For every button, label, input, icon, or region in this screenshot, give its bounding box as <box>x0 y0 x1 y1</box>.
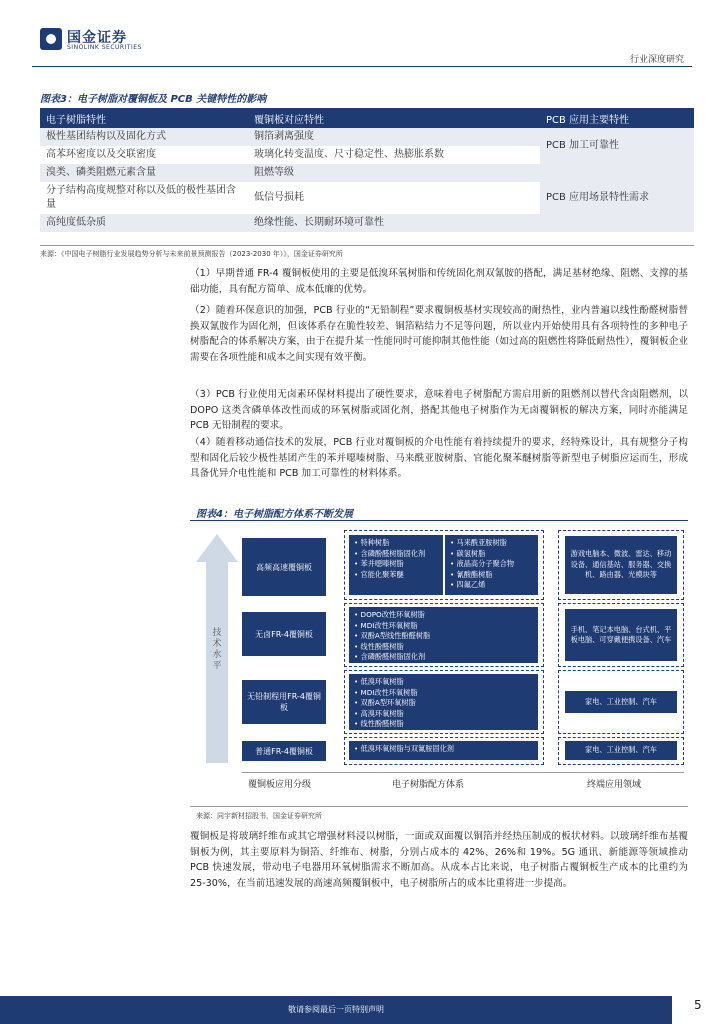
figure3-source: 来源：《中国电子树脂行业发展趋势分析与未来前景预测报告（2023-2030 年）》，国金证券研究所 <box>40 250 343 258</box>
figure3-caption: 图表3：电子树脂对覆铜板及 PCB 关键特性的影响 <box>40 94 267 105</box>
resin-item: • 碳氢树脂 <box>450 549 533 560</box>
paragraph-1: （1）早期普通 FR-4 覆铜板使用的主要是低溴环氧树脂和传统固化剂双氰胺的搭配，满足基材绝缘、阻燃、支撑的基础功能，具有配方简单、成本低廉的优势。 <box>190 268 688 295</box>
ccl-cell: 阻燃等级 <box>248 164 540 182</box>
figure4-rule <box>190 520 688 521</box>
app-text: 游戏电脑本、微波、雷达、移动设备、通信基站、服务器、交换机、路由器、光模块等 <box>565 536 677 594</box>
resin-item: • 低溴环氧树脂与双氰胺固化剂 <box>354 744 533 755</box>
axis-label: 电子树脂配方体系 <box>392 780 465 790</box>
table-row <box>40 164 694 182</box>
logo-mark <box>40 28 62 50</box>
resin-item: • 双酚A型环氧树脂 <box>354 698 533 709</box>
resin-item: • 马来酰亚胺树脂 <box>450 538 533 549</box>
app-group <box>558 603 684 667</box>
app-group <box>558 737 684 765</box>
resin-group <box>344 670 544 734</box>
resin-item: • MDI改性环氧树脂 <box>354 688 533 699</box>
paragraph-3: （3）PCB 行业使用无卤素环保材料提出了硬性要求，意味着电子树脂配方需启用新的阻燃剂以替代含卤阻燃剂，以 DOPO 这类含磷单体改性而成的环氧树脂或固化剂，搭配其他电子树脂作为无卤覆铜板的解决方案，同时亦能满足 PCB 无铅制程的要求。 <box>190 389 688 432</box>
figure4-caption: 图表4：电子树脂配方体系不断发展 <box>196 509 353 520</box>
resin-item: • 低溴环氧树脂 <box>354 677 533 688</box>
resin-list <box>445 535 538 595</box>
resin-item: • 高溴环氧树脂 <box>354 709 533 720</box>
tier-high-speed: 高频高速覆铜板 <box>242 538 326 596</box>
app-text: 家电、工业控制、汽车 <box>565 741 677 760</box>
header-cell: PCB 应用主要特性 <box>540 108 694 128</box>
resin-list <box>349 607 538 663</box>
table-bottom-rule <box>40 245 694 246</box>
resin-item: • 线性酚醛树脂 <box>354 719 533 730</box>
resin-item: • 苯并噁嗪树脂 <box>354 559 438 570</box>
pcb-cell: PCB 应用场景特性需求 <box>540 164 694 232</box>
ccl-cell: 低信号损耗 <box>248 182 540 214</box>
report-type: 行业深度研究 <box>629 55 684 65</box>
resin-cell: 高纯度低杂质 <box>40 214 248 232</box>
resin-item: • 特种树脂 <box>354 538 438 549</box>
resin-group <box>344 530 544 600</box>
resin-list <box>349 674 538 730</box>
app-text: 手机、笔记本电脑、台式机、平板电脑、可穿戴便携设备、汽车 <box>565 609 677 661</box>
header-cell: 覆铜板对应特性 <box>248 108 540 128</box>
resin-cell: 极性基团结构以及固化方式 <box>40 128 248 146</box>
axis-line <box>242 772 684 773</box>
resin-item: • 氰酸酯树脂 <box>450 570 533 581</box>
axis-label: 终端应用领域 <box>587 780 642 790</box>
page-number: 5 <box>694 998 702 1012</box>
axis-label: 覆铜板应用分级 <box>248 780 312 790</box>
logo-english: SINOLINK SECURITIES <box>67 44 142 51</box>
resin-item: • 官能化聚苯醚 <box>354 570 438 581</box>
app-text: 家电、工业控制、汽车 <box>565 691 677 713</box>
tier-halogen-free: 无卤FR-4覆铜板 <box>242 612 326 656</box>
resin-cell: 分子结构高度规整对称以及低的极性基团含量 <box>40 182 248 214</box>
ccl-cell: 铜箔剥离强度 <box>248 128 540 146</box>
figure4-source: 来源：同宇新材招股书，国金证券研究所 <box>196 812 322 820</box>
header-rule <box>32 66 692 67</box>
resin-item: • 双酚A型线性酚醛树脂 <box>354 631 533 642</box>
resin-cell: 高苯环密度以及交联密度 <box>40 146 248 164</box>
tier-lead-free: 无铅制程用FR-4覆铜板 <box>242 680 326 724</box>
resin-list <box>349 741 538 760</box>
resin-list <box>349 535 443 595</box>
paragraph-4: （4）随着移动通信技术的发展，PCB 行业对覆铜板的介电性能有着持续提升的要求，经特殊设计，具有规整分子构型和固化后较少极性基团产生的苯并噁嗪树脂、马来酰亚胺树脂、官能化聚苯醚树脂等新型电子树脂应运而生，形成具备优异介电性能和 PCB 加工可靠性的材料体系。 <box>190 437 688 480</box>
app-group <box>558 670 684 734</box>
paragraph-2: （2）随着环保意识的加强，PCB 行业的“无铅制程”要求覆铜板基材实现较高的耐热性，业内普遍以线性酚醛树脂替换双氰胺作为固化剂，但该体系存在脆性较差、铜箔粘结力不足等问题，所以业内开始使用具有各项特性的多种电子树脂配合的体系解决方案，由于在提升某一性能同时可能抑制其他性能（如过高的阻燃性将降低耐热性），覆铜板企业需要在各项性能和成本之间实现有效平衡。 <box>190 305 688 363</box>
ccl-cell: 玻璃化转变温度、尺寸稳定性、热膨胀系数 <box>248 146 540 164</box>
figure3-table <box>40 108 694 232</box>
resin-group <box>344 603 544 667</box>
resin-group <box>344 737 544 765</box>
table-row <box>40 128 694 146</box>
app-group <box>558 530 684 600</box>
ccl-cell: 绝缘性能、长期耐环境可靠性 <box>248 214 540 232</box>
table-header-row <box>40 108 694 128</box>
resin-cell: 溴类、磷类阻燃元素含量 <box>40 164 248 182</box>
tier-standard: 普通FR-4覆铜板 <box>242 741 326 761</box>
footer-notice: 敬请参阅最后一页特别声明 <box>288 1005 384 1014</box>
logo-name: 国金证券 <box>67 30 127 46</box>
resin-item: • 四氟乙烯 <box>450 580 533 591</box>
resin-item: • 线性酚醛树脂 <box>354 642 533 653</box>
resin-item: • DOPO改性环氧树脂 <box>354 610 533 621</box>
header-cell: 电子树脂特性 <box>40 108 248 128</box>
resin-item: • MDI改性环氧树脂 <box>354 621 533 632</box>
arrow-label: 技术水平 <box>212 628 222 671</box>
resin-item: • 液晶高分子聚合物 <box>450 559 533 570</box>
pcb-cell: PCB 加工可靠性 <box>540 128 694 164</box>
closing-paragraph: 覆铜板是将玻璃纤维布或其它增强材料浸以树脂，一面或双面覆以铜箔并经热压制成的板状材料。以玻璃纤维布基覆铜板为例，其主要原料为铜箔、纤维布、树脂，分别占成本的 42%、26%和 19%。5G 通讯、新能源等领域推动 PCB 快速发展，带动电子电器用环氧树脂需求不断加高。从成本占比来说，电子树脂占覆铜板生产成本的比重约为 25-30%，在当前迅速发展的高速高频覆铜板中，电子树脂所占的成本比重将进一步提高。 <box>190 831 688 889</box>
resin-item: • 含磷酚醛树脂固化剂 <box>354 549 438 560</box>
arrow-head <box>196 534 238 562</box>
figure4-bottom-rule <box>190 806 688 807</box>
resin-item: • 含磷酚醛树脂固化剂 <box>354 652 533 663</box>
